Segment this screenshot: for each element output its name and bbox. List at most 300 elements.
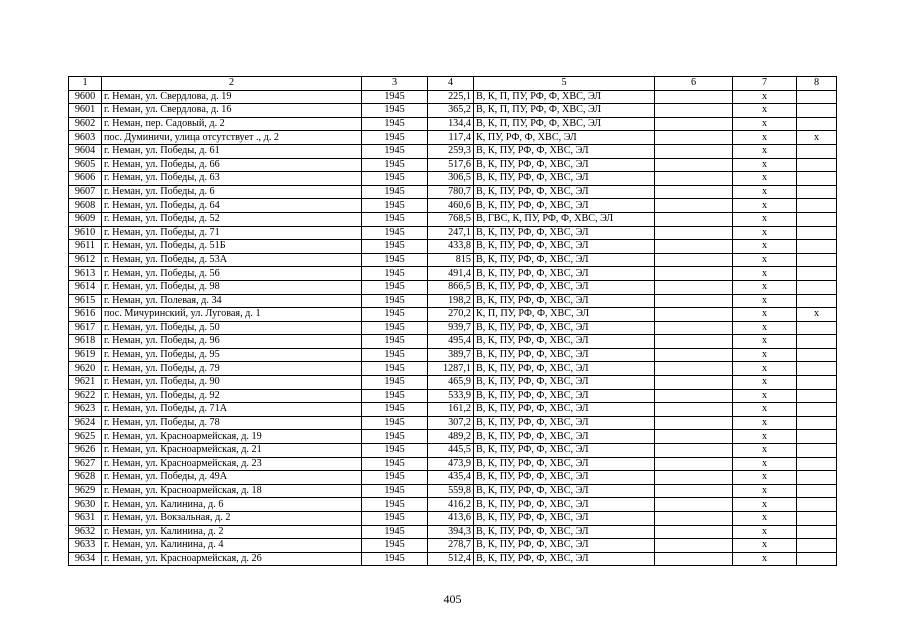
equipment-cell: В, К, ПУ, РФ, Ф, ХВС, ЭЛ — [474, 539, 655, 553]
address-cell: г. Неман, ул. Победы, д. 51Б — [102, 240, 362, 254]
column-8-mark-cell — [797, 471, 837, 485]
column-7-mark-cell: x — [733, 430, 797, 444]
year-cell: 1945 — [362, 348, 428, 362]
column-6-cell — [655, 199, 733, 213]
row-number-cell: 9620 — [69, 362, 102, 376]
column-8-mark-cell — [797, 512, 837, 526]
equipment-cell: В, К, ПУ, РФ, Ф, ХВС, ЭЛ — [474, 362, 655, 376]
column-6-cell — [655, 376, 733, 390]
column-header: 2 — [102, 77, 362, 91]
year-cell: 1945 — [362, 267, 428, 281]
equipment-cell: В, К, ПУ, РФ, Ф, ХВС, ЭЛ — [474, 471, 655, 485]
column-7-mark-cell: x — [733, 172, 797, 186]
area-cell: 307,2 — [428, 416, 474, 430]
column-6-cell — [655, 484, 733, 498]
table-row — [69, 539, 837, 553]
column-6-cell — [655, 117, 733, 131]
table-row — [69, 444, 837, 458]
column-8-mark-cell — [797, 212, 837, 226]
column-7-mark-cell: x — [733, 444, 797, 458]
column-7-mark-cell: x — [733, 471, 797, 485]
column-7-mark-cell: x — [733, 348, 797, 362]
table-row — [69, 362, 837, 376]
area-cell: 489,2 — [428, 430, 474, 444]
year-cell: 1945 — [362, 416, 428, 430]
column-header: 1 — [69, 77, 102, 91]
column-6-cell — [655, 131, 733, 145]
column-6-cell — [655, 512, 733, 526]
column-7-mark-cell: x — [733, 226, 797, 240]
column-6-cell — [655, 144, 733, 158]
equipment-cell: В, К, ПУ, РФ, Ф, ХВС, ЭЛ — [474, 512, 655, 526]
column-7-mark-cell: x — [733, 525, 797, 539]
year-cell: 1945 — [362, 552, 428, 566]
table-row — [69, 199, 837, 213]
column-8-mark-cell — [797, 226, 837, 240]
area-cell: 413,6 — [428, 512, 474, 526]
row-number-cell: 9601 — [69, 104, 102, 118]
column-6-cell — [655, 525, 733, 539]
column-header: 3 — [362, 77, 428, 91]
area-cell: 247,1 — [428, 226, 474, 240]
table-row — [69, 552, 837, 566]
column-header: 8 — [797, 77, 837, 91]
year-cell: 1945 — [362, 117, 428, 131]
table-row — [69, 512, 837, 526]
column-6-cell — [655, 335, 733, 349]
column-header: 7 — [733, 77, 797, 91]
equipment-cell: В, К, ПУ, РФ, Ф, ХВС, ЭЛ — [474, 294, 655, 308]
column-6-cell — [655, 321, 733, 335]
column-6-cell — [655, 430, 733, 444]
table-row — [69, 240, 837, 254]
row-number-cell: 9628 — [69, 471, 102, 485]
table-row — [69, 267, 837, 281]
page-number: 405 — [443, 592, 462, 606]
year-cell: 1945 — [362, 321, 428, 335]
address-cell: пос. Думиничи, улица отсутствует ., д. 2 — [102, 131, 362, 145]
column-8-mark-cell — [797, 280, 837, 294]
area-cell: 768,5 — [428, 212, 474, 226]
year-cell: 1945 — [362, 240, 428, 254]
row-number-cell: 9614 — [69, 280, 102, 294]
year-cell: 1945 — [362, 389, 428, 403]
equipment-cell: В, К, ПУ, РФ, Ф, ХВС, ЭЛ — [474, 389, 655, 403]
table-row — [69, 253, 837, 267]
area-cell: 433,8 — [428, 240, 474, 254]
column-8-mark-cell — [797, 172, 837, 186]
registry-table-container — [68, 76, 837, 566]
year-cell: 1945 — [362, 308, 428, 322]
address-cell: г. Неман, ул. Полевая, д. 34 — [102, 294, 362, 308]
table-row — [69, 212, 837, 226]
table-row — [69, 335, 837, 349]
year-cell: 1945 — [362, 131, 428, 145]
table-row — [69, 144, 837, 158]
row-number-cell: 9633 — [69, 539, 102, 553]
row-number-cell: 9626 — [69, 444, 102, 458]
year-cell: 1945 — [362, 172, 428, 186]
column-6-cell — [655, 457, 733, 471]
address-cell: г. Неман, ул. Победы, д. 61 — [102, 144, 362, 158]
year-cell: 1945 — [362, 539, 428, 553]
equipment-cell: В, К, ПУ, РФ, Ф, ХВС, ЭЛ — [474, 484, 655, 498]
column-7-mark-cell: x — [733, 144, 797, 158]
column-7-mark-cell: x — [733, 512, 797, 526]
row-number-cell: 9610 — [69, 226, 102, 240]
column-7-mark-cell: x — [733, 280, 797, 294]
equipment-cell: В, К, ПУ, РФ, Ф, ХВС, ЭЛ — [474, 403, 655, 417]
row-number-cell: 9629 — [69, 484, 102, 498]
table-row — [69, 104, 837, 118]
column-header: 6 — [655, 77, 733, 91]
year-cell: 1945 — [362, 158, 428, 172]
equipment-cell: В, ГВС, К, ПУ, РФ, Ф, ХВС, ЭЛ — [474, 212, 655, 226]
equipment-cell: В, К, П, ПУ, РФ, Ф, ХВС, ЭЛ — [474, 90, 655, 104]
column-7-mark-cell: x — [733, 294, 797, 308]
year-cell: 1945 — [362, 253, 428, 267]
equipment-cell: В, К, ПУ, РФ, Ф, ХВС, ЭЛ — [474, 253, 655, 267]
column-6-cell — [655, 416, 733, 430]
year-cell: 1945 — [362, 525, 428, 539]
table-row — [69, 389, 837, 403]
row-number-cell: 9616 — [69, 308, 102, 322]
area-cell: 815 — [428, 253, 474, 267]
column-6-cell — [655, 104, 733, 118]
year-cell: 1945 — [362, 512, 428, 526]
column-8-mark-cell — [797, 416, 837, 430]
column-8-mark-cell — [797, 321, 837, 335]
column-8-mark-cell — [797, 117, 837, 131]
row-number-cell: 9622 — [69, 389, 102, 403]
column-8-mark-cell — [797, 348, 837, 362]
row-number-cell: 9605 — [69, 158, 102, 172]
column-7-mark-cell: x — [733, 199, 797, 213]
address-cell: г. Неман, ул. Вокзальная, д. 2 — [102, 512, 362, 526]
row-number-cell: 9623 — [69, 403, 102, 417]
address-cell: г. Неман, ул. Победы, д. 50 — [102, 321, 362, 335]
column-8-mark-cell — [797, 294, 837, 308]
equipment-cell: В, К, ПУ, РФ, Ф, ХВС, ЭЛ — [474, 348, 655, 362]
equipment-cell: В, К, ПУ, РФ, Ф, ХВС, ЭЛ — [474, 335, 655, 349]
column-7-mark-cell: x — [733, 90, 797, 104]
column-6-cell — [655, 253, 733, 267]
equipment-cell: В, К, ПУ, РФ, Ф, ХВС, ЭЛ — [474, 185, 655, 199]
address-cell: г. Неман, ул. Калинина, д. 4 — [102, 539, 362, 553]
area-cell: 416,2 — [428, 498, 474, 512]
column-6-cell — [655, 403, 733, 417]
address-cell: г. Неман, ул. Красноармейская, д. 21 — [102, 444, 362, 458]
address-cell: г. Неман, ул. Победы, д. 96 — [102, 335, 362, 349]
column-7-mark-cell: x — [733, 457, 797, 471]
column-8-mark-cell — [797, 267, 837, 281]
year-cell: 1945 — [362, 444, 428, 458]
area-cell: 491,4 — [428, 267, 474, 281]
equipment-cell: В, К, ПУ, РФ, Ф, ХВС, ЭЛ — [474, 172, 655, 186]
column-6-cell — [655, 362, 733, 376]
table-row — [69, 376, 837, 390]
year-cell: 1945 — [362, 430, 428, 444]
column-8-mark-cell: x — [797, 308, 837, 322]
area-cell: 465,9 — [428, 376, 474, 390]
area-cell: 306,5 — [428, 172, 474, 186]
row-number-cell: 9604 — [69, 144, 102, 158]
row-number-cell: 9618 — [69, 335, 102, 349]
year-cell: 1945 — [362, 104, 428, 118]
equipment-cell: В, К, ПУ, РФ, Ф, ХВС, ЭЛ — [474, 376, 655, 390]
table-row — [69, 280, 837, 294]
equipment-cell: В, К, ПУ, РФ, Ф, ХВС, ЭЛ — [474, 158, 655, 172]
address-cell: г. Неман, ул. Победы, д. 98 — [102, 280, 362, 294]
address-cell: г. Неман, ул. Свердлова, д. 16 — [102, 104, 362, 118]
year-cell: 1945 — [362, 457, 428, 471]
address-cell: г. Неман, ул. Победы, д. 6 — [102, 185, 362, 199]
column-header: 4 — [428, 77, 474, 91]
column-8-mark-cell — [797, 389, 837, 403]
area-cell: 460,6 — [428, 199, 474, 213]
column-8-mark-cell — [797, 525, 837, 539]
column-header: 5 — [474, 77, 655, 91]
year-cell: 1945 — [362, 484, 428, 498]
area-cell: 389,7 — [428, 348, 474, 362]
row-number-cell: 9611 — [69, 240, 102, 254]
row-number-cell: 9607 — [69, 185, 102, 199]
column-6-cell — [655, 552, 733, 566]
column-7-mark-cell: x — [733, 104, 797, 118]
area-cell: 559,8 — [428, 484, 474, 498]
address-cell: г. Неман, ул. Победы, д. 95 — [102, 348, 362, 362]
column-8-mark-cell — [797, 144, 837, 158]
address-cell: г. Неман, ул. Свердлова, д. 19 — [102, 90, 362, 104]
column-6-cell — [655, 172, 733, 186]
address-cell: г. Неман, ул. Победы, д. 71А — [102, 403, 362, 417]
column-7-mark-cell: x — [733, 376, 797, 390]
table-row — [69, 498, 837, 512]
row-number-cell: 9613 — [69, 267, 102, 281]
header-row — [69, 77, 837, 91]
table-row — [69, 484, 837, 498]
area-cell: 780,7 — [428, 185, 474, 199]
column-8-mark-cell — [797, 240, 837, 254]
column-6-cell — [655, 539, 733, 553]
column-8-mark-cell — [797, 539, 837, 553]
address-cell: г. Неман, ул. Победы, д. 49А — [102, 471, 362, 485]
address-cell: г. Неман, ул. Победы, д. 53А — [102, 253, 362, 267]
column-8-mark-cell — [797, 430, 837, 444]
year-cell: 1945 — [362, 280, 428, 294]
table-row — [69, 471, 837, 485]
area-cell: 278,7 — [428, 539, 474, 553]
column-6-cell — [655, 498, 733, 512]
column-6-cell — [655, 90, 733, 104]
column-6-cell — [655, 389, 733, 403]
area-cell: 117,4 — [428, 131, 474, 145]
row-number-cell: 9632 — [69, 525, 102, 539]
column-8-mark-cell — [797, 484, 837, 498]
column-8-mark-cell — [797, 498, 837, 512]
address-cell: г. Неман, ул. Победы, д. 63 — [102, 172, 362, 186]
column-8-mark-cell — [797, 335, 837, 349]
table-row — [69, 457, 837, 471]
equipment-cell: В, К, ПУ, РФ, Ф, ХВС, ЭЛ — [474, 226, 655, 240]
column-7-mark-cell: x — [733, 253, 797, 267]
column-7-mark-cell: x — [733, 484, 797, 498]
registry-table — [68, 76, 837, 566]
address-cell: г. Неман, ул. Красноармейская, д. 26 — [102, 552, 362, 566]
address-cell: г. Неман, ул. Красноармейская, д. 23 — [102, 457, 362, 471]
table-row — [69, 403, 837, 417]
column-7-mark-cell: x — [733, 131, 797, 145]
equipment-cell: В, К, ПУ, РФ, Ф, ХВС, ЭЛ — [474, 416, 655, 430]
area-cell: 198,2 — [428, 294, 474, 308]
row-number-cell: 9630 — [69, 498, 102, 512]
column-8-mark-cell: x — [797, 131, 837, 145]
area-cell: 259,3 — [428, 144, 474, 158]
column-6-cell — [655, 471, 733, 485]
year-cell: 1945 — [362, 212, 428, 226]
year-cell: 1945 — [362, 403, 428, 417]
equipment-cell: К, П, ПУ, РФ, Ф, ХВС, ЭЛ — [474, 308, 655, 322]
table-row — [69, 117, 837, 131]
column-7-mark-cell: x — [733, 403, 797, 417]
area-cell: 495,4 — [428, 335, 474, 349]
column-6-cell — [655, 185, 733, 199]
column-7-mark-cell: x — [733, 389, 797, 403]
address-cell: г. Неман, ул. Победы, д. 56 — [102, 267, 362, 281]
column-6-cell — [655, 444, 733, 458]
equipment-cell: В, К, ПУ, РФ, Ф, ХВС, ЭЛ — [474, 444, 655, 458]
area-cell: 533,9 — [428, 389, 474, 403]
area-cell: 394,3 — [428, 525, 474, 539]
column-8-mark-cell — [797, 199, 837, 213]
row-number-cell: 9615 — [69, 294, 102, 308]
column-7-mark-cell: x — [733, 308, 797, 322]
row-number-cell: 9624 — [69, 416, 102, 430]
year-cell: 1945 — [362, 335, 428, 349]
table-row — [69, 131, 837, 145]
row-number-cell: 9627 — [69, 457, 102, 471]
year-cell: 1945 — [362, 90, 428, 104]
year-cell: 1945 — [362, 471, 428, 485]
column-8-mark-cell — [797, 403, 837, 417]
table-row — [69, 158, 837, 172]
year-cell: 1945 — [362, 185, 428, 199]
year-cell: 1945 — [362, 199, 428, 213]
address-cell: г. Неман, ул. Калинина, д. 6 — [102, 498, 362, 512]
table-row — [69, 430, 837, 444]
address-cell: г. Неман, ул. Победы, д. 64 — [102, 199, 362, 213]
year-cell: 1945 — [362, 226, 428, 240]
column-8-mark-cell — [797, 552, 837, 566]
equipment-cell: В, К, П, ПУ, РФ, Ф, ХВС, ЭЛ — [474, 104, 655, 118]
row-number-cell: 9617 — [69, 321, 102, 335]
table-row — [69, 416, 837, 430]
column-8-mark-cell — [797, 90, 837, 104]
column-6-cell — [655, 267, 733, 281]
area-cell: 445,5 — [428, 444, 474, 458]
column-6-cell — [655, 240, 733, 254]
column-6-cell — [655, 348, 733, 362]
table-row — [69, 226, 837, 240]
table-row — [69, 185, 837, 199]
year-cell: 1945 — [362, 144, 428, 158]
equipment-cell: К, ПУ, РФ, Ф, ХВС, ЭЛ — [474, 131, 655, 145]
area-cell: 270,2 — [428, 308, 474, 322]
row-number-cell: 9631 — [69, 512, 102, 526]
equipment-cell: В, К, ПУ, РФ, Ф, ХВС, ЭЛ — [474, 267, 655, 281]
address-cell: г. Неман, ул. Победы, д. 66 — [102, 158, 362, 172]
column-8-mark-cell — [797, 444, 837, 458]
column-6-cell — [655, 294, 733, 308]
row-number-cell: 9609 — [69, 212, 102, 226]
year-cell: 1945 — [362, 498, 428, 512]
year-cell: 1945 — [362, 376, 428, 390]
area-cell: 134,4 — [428, 117, 474, 131]
address-cell: пос. Мичуринский, ул. Луговая, д. 1 — [102, 308, 362, 322]
column-7-mark-cell: x — [733, 539, 797, 553]
column-6-cell — [655, 226, 733, 240]
column-6-cell — [655, 158, 733, 172]
column-7-mark-cell: x — [733, 416, 797, 430]
equipment-cell: В, К, ПУ, РФ, Ф, ХВС, ЭЛ — [474, 525, 655, 539]
address-cell: г. Неман, ул. Победы, д. 78 — [102, 416, 362, 430]
column-7-mark-cell: x — [733, 158, 797, 172]
column-8-mark-cell — [797, 158, 837, 172]
area-cell: 365,2 — [428, 104, 474, 118]
row-number-cell: 9625 — [69, 430, 102, 444]
equipment-cell: В, К, ПУ, РФ, Ф, ХВС, ЭЛ — [474, 280, 655, 294]
row-number-cell: 9612 — [69, 253, 102, 267]
area-cell: 1287,1 — [428, 362, 474, 376]
column-7-mark-cell: x — [733, 117, 797, 131]
row-number-cell: 9619 — [69, 348, 102, 362]
area-cell: 512,4 — [428, 552, 474, 566]
column-6-cell — [655, 280, 733, 294]
column-7-mark-cell: x — [733, 498, 797, 512]
table-row — [69, 525, 837, 539]
column-7-mark-cell: x — [733, 552, 797, 566]
area-cell: 473,9 — [428, 457, 474, 471]
row-number-cell: 9621 — [69, 376, 102, 390]
column-7-mark-cell: x — [733, 212, 797, 226]
row-number-cell: 9600 — [69, 90, 102, 104]
table-row — [69, 348, 837, 362]
column-7-mark-cell: x — [733, 362, 797, 376]
row-number-cell: 9608 — [69, 199, 102, 213]
area-cell: 866,5 — [428, 280, 474, 294]
equipment-cell: В, К, ПУ, РФ, Ф, ХВС, ЭЛ — [474, 321, 655, 335]
column-7-mark-cell: x — [733, 267, 797, 281]
column-7-mark-cell: x — [733, 240, 797, 254]
column-8-mark-cell — [797, 376, 837, 390]
column-7-mark-cell: x — [733, 335, 797, 349]
row-number-cell: 9602 — [69, 117, 102, 131]
equipment-cell: В, К, ПУ, РФ, Ф, ХВС, ЭЛ — [474, 199, 655, 213]
row-number-cell: 9603 — [69, 131, 102, 145]
area-cell: 517,6 — [428, 158, 474, 172]
area-cell: 225,1 — [428, 90, 474, 104]
column-7-mark-cell: x — [733, 185, 797, 199]
equipment-cell: В, К, ПУ, РФ, Ф, ХВС, ЭЛ — [474, 240, 655, 254]
equipment-cell: В, К, ПУ, РФ, Ф, ХВС, ЭЛ — [474, 552, 655, 566]
row-number-cell: 9606 — [69, 172, 102, 186]
column-8-mark-cell — [797, 253, 837, 267]
address-cell: г. Неман, пер. Садовый, д. 2 — [102, 117, 362, 131]
year-cell: 1945 — [362, 362, 428, 376]
table-row — [69, 321, 837, 335]
address-cell: г. Неман, ул. Красноармейская, д. 18 — [102, 484, 362, 498]
address-cell: г. Неман, ул. Калинина, д. 2 — [102, 525, 362, 539]
